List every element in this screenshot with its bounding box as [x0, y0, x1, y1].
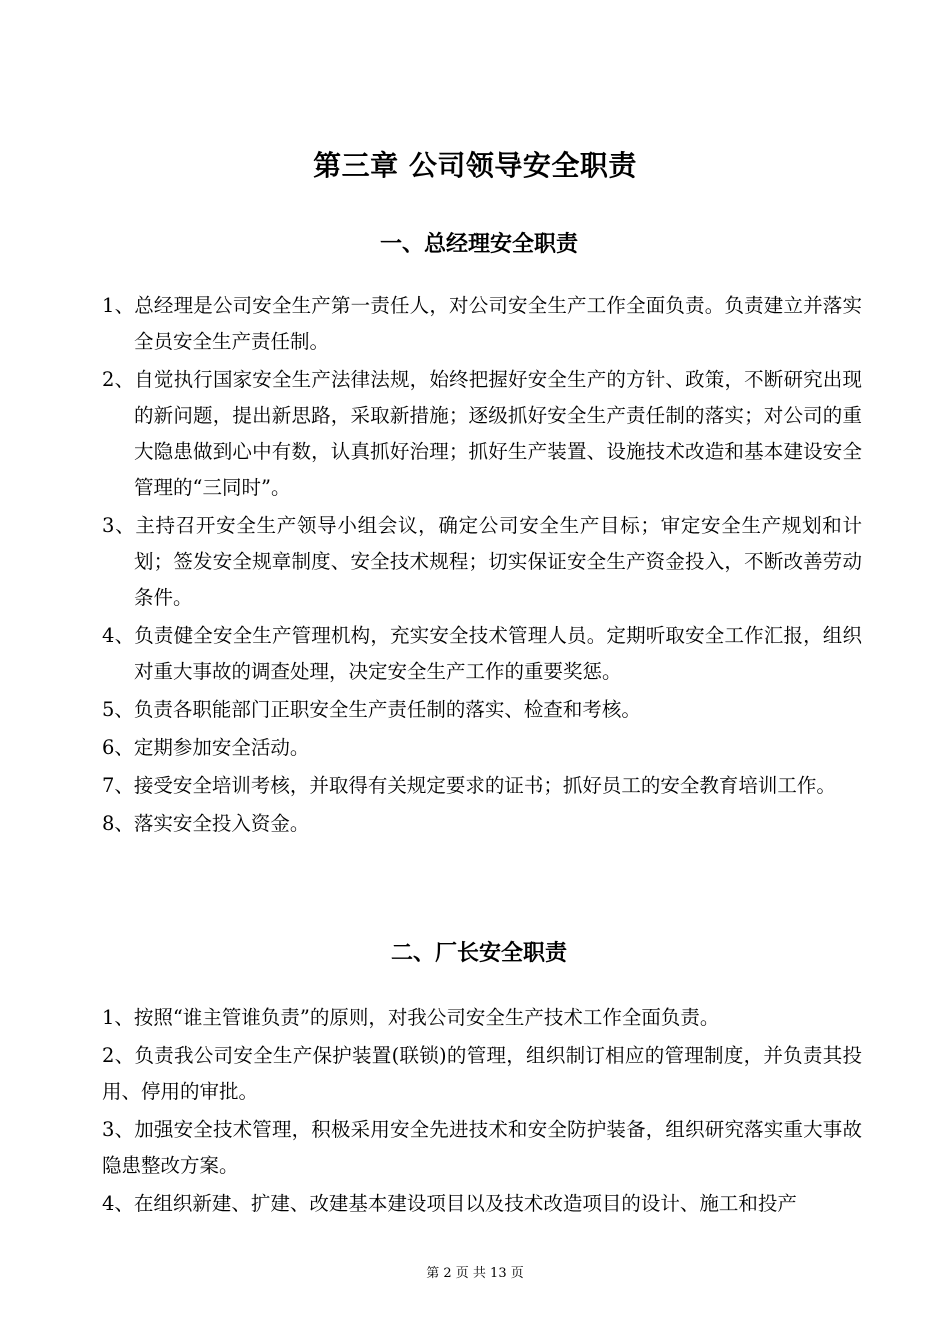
list-item: 1、总经理是公司安全生产第一责任人，对公司安全生产工作全面负责。负责建立并落实全员安全生产责任制。: [102, 294, 862, 353]
factory-director-duties-list: [102, 1000, 862, 1224]
list-item: 3、主持召开安全生产领导小组会议，确定公司安全生产目标；审定安全生产规划和计划；签发安全规章制度、安全技术规程；切实保证安全生产资金投入，不断改善劳动条件。: [102, 514, 862, 609]
list-item: 4、在组织新建、扩建、改建基本建设项目以及技术改造项目的设计、施工和投产: [102, 1192, 797, 1215]
list-item: 6、定期参加安全活动。: [102, 736, 310, 759]
chapter-title: 第三章 公司领导安全职责: [313, 149, 637, 182]
list-item: 8、落实安全投入资金。: [102, 812, 310, 835]
page-number-footer: 第 2 页 共 13 页: [426, 1266, 524, 1281]
list-item: 1、按照“谁主管谁负责”的原则，对我公司安全生产技术工作全面负责。: [102, 1006, 720, 1029]
list-item: 7、接受安全培训考核，并取得有关规定要求的证书；抓好员工的安全教育培训工作。: [102, 774, 836, 797]
list-item: 5、负责各职能部门正职安全生产责任制的落实、检查和考核。: [102, 698, 641, 721]
list-item: 2、负责我公司安全生产保护装置(联锁)的管理，组织制订相应的管理制度，并负责其投用、停用的审批。: [102, 1044, 862, 1103]
list-item: 4、负责健全安全生产管理机构，充实安全技术管理人员。定期听取安全工作汇报，组织对重大事故的调查处理，决定安全生产工作的重要奖惩。: [102, 624, 862, 683]
section-title-factory-director: 二、厂长安全职责: [390, 941, 567, 966]
list-item: 3、加强安全技术管理，积极采用安全先进技术和安全防护装备，组织研究落实重大事故隐患整改方案。: [102, 1118, 862, 1177]
general-manager-duties-list: [102, 288, 862, 844]
list-item: 2、自觉执行国家安全生产法律法规，始终把握好安全生产的方针、政策，不断研究出现的新问题，提出新思路，采取新措施；逐级抓好安全生产责任制的落实；对公司的重大隐患做到心中有数，认真抓好治理；抓好生产装置、设施技术改造和基本建设安全管理的“三同时”。: [102, 368, 862, 499]
section-title-general-manager: 一、总经理安全职责: [379, 232, 578, 257]
